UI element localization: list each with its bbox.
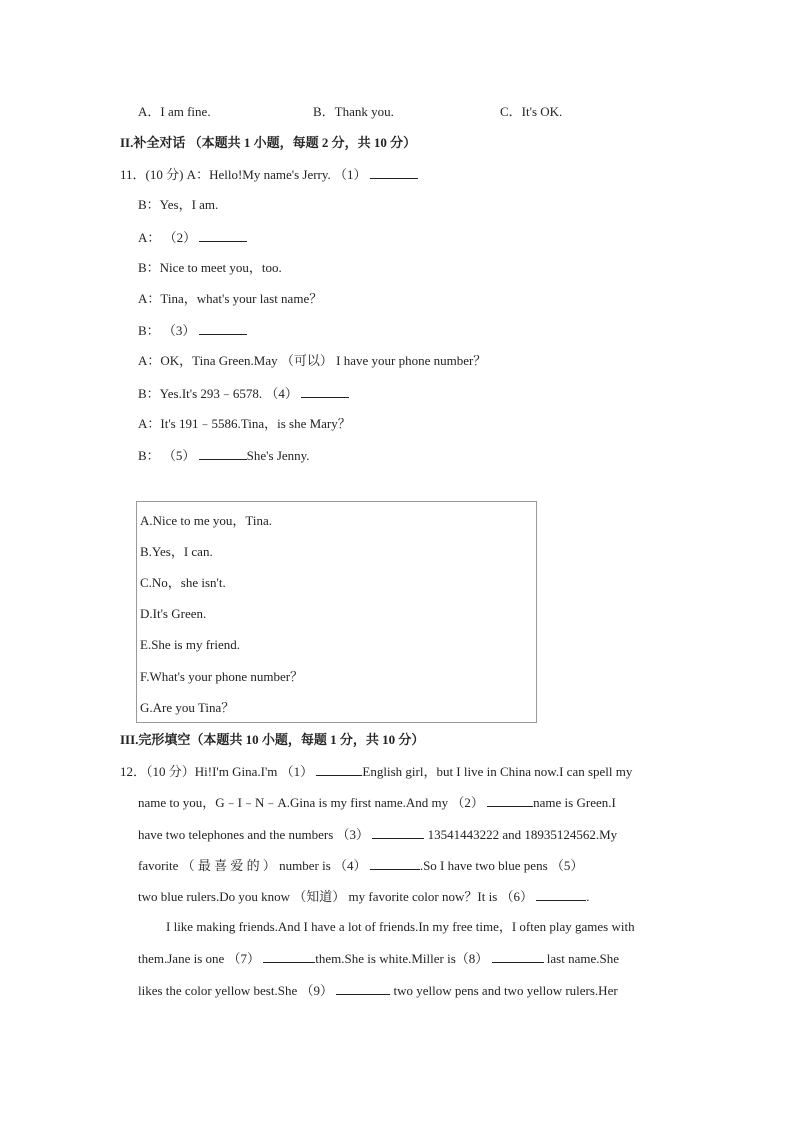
dialogue-line: A： （2） [138,229,247,246]
answer-blank[interactable] [199,447,247,460]
options-box [136,501,537,723]
dialogue-line: B：Nice to meet you，too. [138,260,282,275]
answer-blank[interactable] [336,982,390,995]
q10-option-c: C．It's OK. [500,104,563,119]
q10-option-b: B．Thank you. [313,104,394,119]
dialogue-line: A：It's 191﹣5586.Tina，is she Mary？ [138,416,351,431]
option-item: D.It's Green. [140,606,207,621]
q12-line-5: two blue rulers.Do you know （知道） my favorite color now？It is （6） . [138,889,590,904]
answer-blank[interactable] [370,857,420,870]
q12-line-3: have two telephones and the numbers （3） 13541443222 and 18935124562.My [138,827,618,842]
answer-blank[interactable] [199,229,247,242]
option-item: E.She is my friend. [140,637,241,652]
dialogue-line: B： （5） She's Jenny. [138,448,310,463]
q12-line-4: favorite （ 最 喜 爱 的 ） number is （4） .So I have two blue pens （5） [138,858,584,873]
answer-blank[interactable] [487,794,533,807]
q12-line-1: 12．（10 分）Hi!I'm Gina.I'm （1） English girl，but I live in China now.I can spell my [120,764,633,779]
section-heading-dialogue: II.补全对话 （本题共 1 小题，每题 2 分，共 10 分） [120,135,417,150]
dialogue-line: A：Tina，what's your last name？ [138,291,323,306]
answer-blank[interactable] [301,385,349,398]
answer-blank[interactable] [199,322,247,335]
option-item: G.Are you Tina？ [140,700,235,715]
q12-line-6: I like making friends.And I have a lot of friends.In my free time，I often play games with [166,919,635,934]
option-item: F.What's your phone number？ [140,669,304,684]
answer-blank[interactable] [492,950,544,963]
option-item: A.Nice to me you，Tina. [140,513,273,528]
option-item: C.No，she isn't. [140,575,226,590]
answer-blank[interactable] [316,763,362,776]
q12-line-2: name to you，G﹣I﹣N﹣A.Gina is my first name.And my （2） name is Green.I [138,795,616,810]
dialogue-line: B：Yes.It's 293﹣6578. （4） [138,385,349,402]
dialogue-line: B：Yes，I am. [138,197,219,212]
section-heading-cloze: III.完形填空（本题共 10 小题，每题 1 分，共 10 分） [120,732,425,747]
answer-blank[interactable] [370,166,418,179]
q12-line-7: them.Jane is one （7） them.She is white.Miller is（8） last name.She [138,951,619,966]
dialogue-line: B： （3） [138,322,247,339]
dialogue-line: A：OK，Tina Green.May （可以） I have your phone number？ [138,353,487,368]
q10-option-a: A．I am fine. [138,104,211,119]
answer-blank[interactable] [372,826,424,839]
answer-blank[interactable] [536,888,586,901]
option-item: B.Yes，I can. [140,544,213,559]
q11-intro: 11．(10 分) A：Hello!My name's Jerry. （1） [120,166,418,183]
answer-blank[interactable] [263,950,315,963]
q12-line-8: likes the color yellow best.She （9） two yellow pens and two yellow rulers.Her [138,983,618,998]
